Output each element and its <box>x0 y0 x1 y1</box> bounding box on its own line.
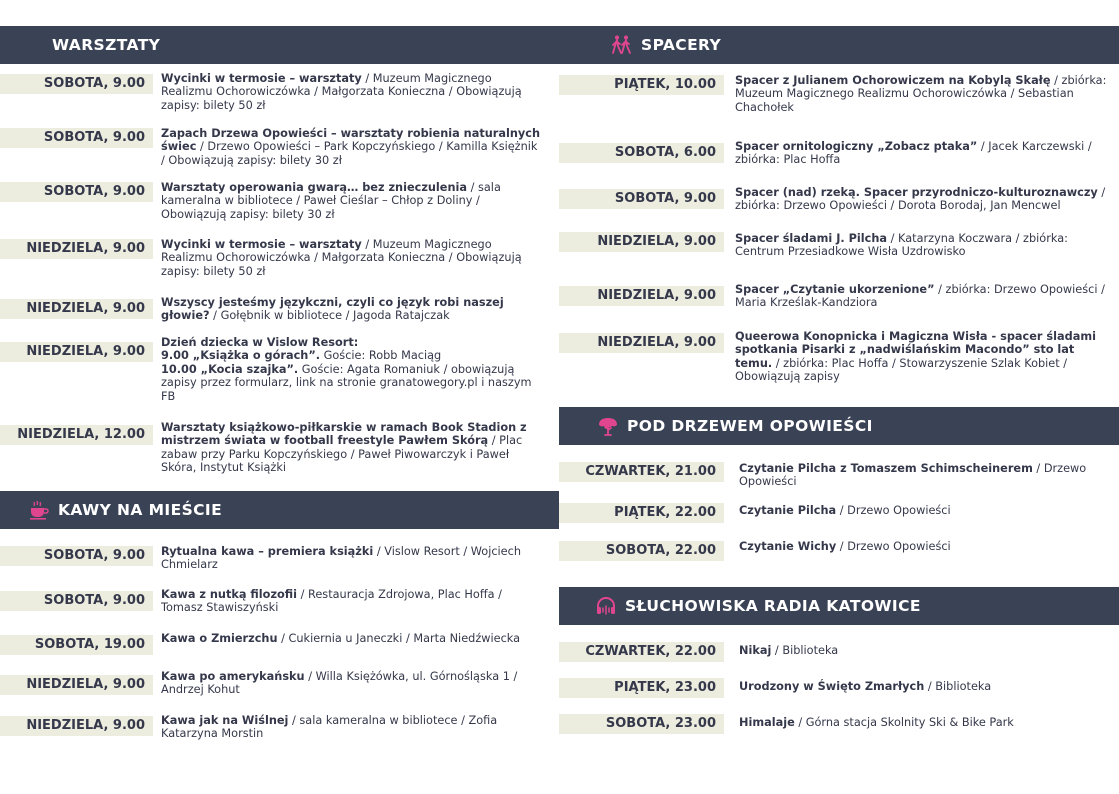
event-date: PIĄTEK, 10.00 <box>559 75 724 95</box>
event-description: Kawa z nutką filozofii / Restauracja Zdrojowa, Plac Hoffa / Tomasz Stawiszyński <box>161 588 502 615</box>
event-date: NIEDZIELA, 9.00 <box>0 342 153 362</box>
section-title: POD DRZEWEM OPOWIEŚCI <box>627 417 873 435</box>
section-title: SŁUCHOWISKA RADIA KATOWICE <box>625 597 921 615</box>
section-header-kawy <box>0 491 559 529</box>
event-date: NIEDZIELA, 9.00 <box>0 675 153 695</box>
event-description: Spacer „Czytanie ukorzenione” / zbiórka: Drzewo Opowieści / Maria Krześlak-Kandziora <box>735 283 1105 310</box>
event-date: SOBOTA, 9.00 <box>559 189 724 209</box>
event-date: NIEDZIELA, 9.00 <box>559 286 724 306</box>
walking-people-icon <box>611 34 633 56</box>
event-description: Warsztaty operowania gwarą… bez znieczulenia / sala kameralna w bibliotece / Paweł Cieślar – Chłop z Doliny / Obowiązują zapisy: bilety 30 zł <box>161 181 501 221</box>
event-description: Wycinki w termosie – warsztaty / Muzeum Magicznego Realizmu Ochorowiczówka / Małgorzata Konieczna / Obowiązują zapisy: bilety 50 zł <box>161 238 522 278</box>
section-header-radio <box>559 587 1119 625</box>
event-date: PIĄTEK, 23.00 <box>559 678 724 698</box>
event-description: Kawa po amerykańsku / Willa Księżówka, ul. Górnośląska 1 / Andrzej Kohut <box>161 670 518 697</box>
event-date: CZWARTEK, 22.00 <box>559 642 724 662</box>
event-date: SOBOTA, 9.00 <box>0 182 153 202</box>
event-description: Himalaje / Górna stacja Skolnity Ski & Bike Park <box>739 716 1014 729</box>
section-header-drzewo <box>559 407 1119 445</box>
event-date: SOBOTA, 9.00 <box>0 591 153 611</box>
event-date: SOBOTA, 22.00 <box>559 541 724 561</box>
section-header-warsztaty <box>0 26 559 64</box>
event-date: SOBOTA, 9.00 <box>0 74 153 94</box>
event-description: Spacer ornitologiczny „Zobacz ptaka” / Jacek Karczewski / zbiórka: Plac Hoffa <box>735 140 1092 167</box>
event-date: SOBOTA, 19.00 <box>0 635 153 655</box>
event-description: Kawa jak na Wiślnej / sala kameralna w bibliotece / Zofia Katarzyna Morstin <box>161 714 498 741</box>
event-date: SOBOTA, 23.00 <box>559 714 724 734</box>
coffee-cup-icon <box>28 499 50 521</box>
event-date: SOBOTA, 9.00 <box>0 128 153 148</box>
event-date: PIĄTEK, 22.00 <box>559 503 724 523</box>
section-header-spacery <box>559 26 1119 64</box>
event-description: Wycinki w termosie – warsztaty / Muzeum Magicznego Realizmu Ochorowiczówka / Małgorzata Konieczna / Obowiązują zapisy: bilety 50 zł <box>161 72 522 112</box>
event-description: Wszyscy jesteśmy językczni, czyli co język robi naszej głowie? / Gołębnik w bibliotece / Jagoda Ratajczak <box>161 296 504 323</box>
event-description: Spacer śladami J. Pilcha / Katarzyna Koczwara / zbiórka: Centrum Przesiadkowe Wisła Uzdrowisko <box>735 232 1068 259</box>
event-description: Dzień dziecka w Vislow Resort: 9.00 „Książka o górach”. Goście: Robb Maciąg 10.00 „Kocia szajka”. Goście: Agata Romaniuk / obowiązują zapisy przez formularz, link na stronie granatowegory.pl i naszym FB <box>161 336 532 403</box>
event-date: NIEDZIELA, 12.00 <box>0 425 153 445</box>
event-description: Zapach Drzewa Opowieści – warsztaty robienia naturalnych świec / Drzewo Opowieści – Park Kopczyńskiego / Kamilla Księżnik / Obowiązują zapisy: bilety 30 zł <box>161 127 540 167</box>
event-date: NIEDZIELA, 9.00 <box>0 716 153 736</box>
event-description: Czytanie Wichy / Drzewo Opowieści <box>739 540 951 553</box>
event-description: Czytanie Pilcha z Tomaszem Schimscheinerem / Drzewo Opowieści <box>739 462 1087 489</box>
event-description: Spacer (nad) rzeką. Spacer przyrodniczo-kulturoznawczy / zbiórka: Drzewo Opowieści / Dorota Borodaj, Jan Mencwel <box>735 186 1106 213</box>
event-description: Nikaj / Biblioteka <box>739 644 839 657</box>
event-description: Kawa o Zmierzchu / Cukiernia u Janeczki / Marta Niedźwiecka <box>161 632 521 645</box>
event-description: Czytanie Pilcha / Drzewo Opowieści <box>739 504 951 517</box>
tree-icon <box>597 415 619 437</box>
event-description: Urodzony w Święto Zmarłych / Biblioteka <box>739 680 992 693</box>
headphones-icon <box>595 595 617 617</box>
section-title: KAWY NA MIEŚCIE <box>58 501 223 519</box>
event-date: NIEDZIELA, 9.00 <box>0 239 153 259</box>
event-description: Spacer z Julianem Ochorowiczem na Kobylą Skałę / zbiórka: Muzeum Magicznego Realizmu Ochorowiczówka / Sebastian Chachołek <box>735 74 1107 114</box>
event-description: Queerowa Konopnicka i Magiczna Wisła - spacer śladami spotkania Pisarki z „nadwiślańskim Macondo” sto lat temu. / zbiórka: Plac Hoffa / Stowarzyszenie Szlak Kobiet / Obowiązują zapisy <box>735 330 1096 384</box>
event-description: Warsztaty książkowo-piłkarskie w ramach Book Stadion z mistrzem świata w football freestyle Pawłem Skórą / Plac zabaw przy Parku Kopczyńskiego / Paweł Piwowarczyk i Paweł Skóra, Instytut Książki <box>161 421 527 475</box>
event-date: CZWARTEK, 21.00 <box>559 462 724 482</box>
event-date: NIEDZIELA, 9.00 <box>559 232 724 252</box>
section-title: SPACERY <box>641 36 722 54</box>
section-title: WARSZTATY <box>52 36 161 54</box>
event-date: SOBOTA, 6.00 <box>559 143 724 163</box>
event-date: SOBOTA, 9.00 <box>0 546 153 566</box>
event-date: NIEDZIELA, 9.00 <box>0 299 153 319</box>
event-date: NIEDZIELA, 9.00 <box>559 333 724 353</box>
event-description: Rytualna kawa – premiera książki / Vislow Resort / Wojciech Chmielarz <box>161 545 522 572</box>
